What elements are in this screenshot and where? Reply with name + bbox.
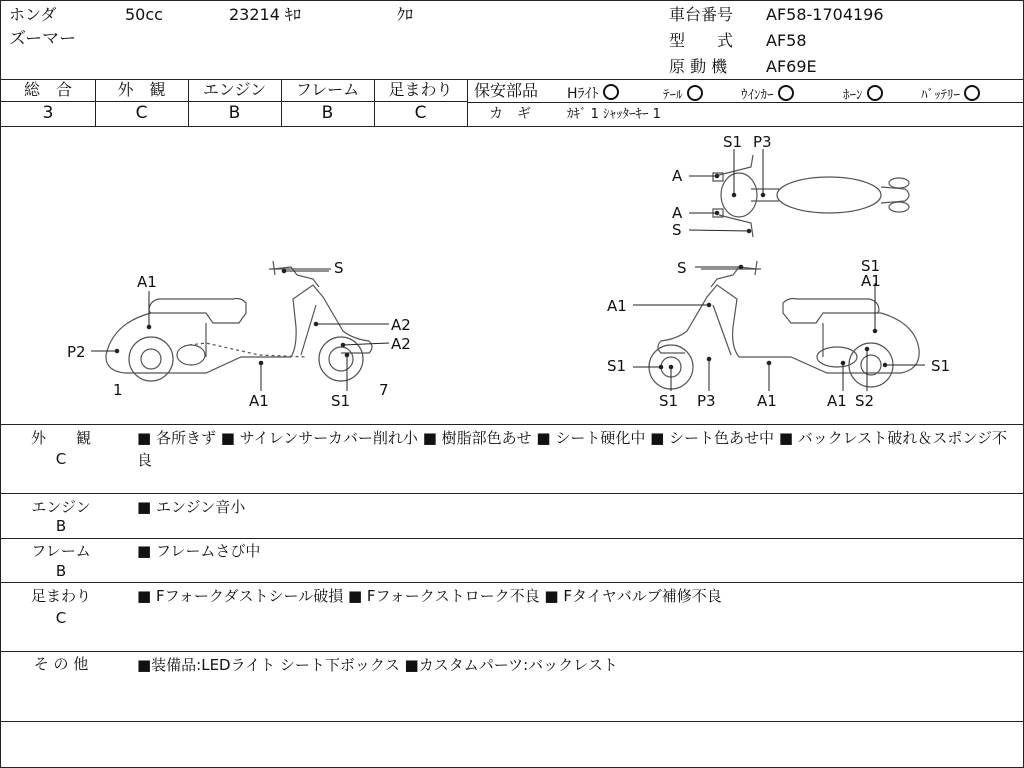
divider bbox=[1, 101, 467, 102]
safety-item-winker: ｳｲﾝｶｰ bbox=[741, 85, 794, 102]
engine-value: AF69E bbox=[766, 57, 817, 76]
safety-label: 保安部品 bbox=[474, 81, 539, 100]
callout-label: S1 bbox=[861, 257, 881, 275]
grade-header-exterior: 外 観 bbox=[117, 80, 166, 99]
remark-label-other: そ の 他 bbox=[33, 655, 89, 673]
mileage: 23214 ｷﾛ bbox=[229, 5, 301, 24]
divider bbox=[467, 79, 468, 126]
engine-label: 原 動 機 bbox=[669, 57, 728, 76]
ok-circle-icon bbox=[964, 85, 980, 101]
displacement: 50cc bbox=[125, 5, 163, 24]
color: ｸﾛ bbox=[397, 5, 414, 24]
type-value: AF58 bbox=[766, 31, 807, 50]
callout-label: A1 bbox=[861, 272, 881, 290]
divider bbox=[1, 651, 1023, 652]
grade-suspension: C bbox=[414, 103, 427, 123]
divider bbox=[1, 493, 1023, 494]
remark-grade-engine: B bbox=[55, 517, 67, 535]
callout-label: S1 bbox=[723, 133, 743, 151]
top-view-scooter-outline bbox=[713, 155, 909, 237]
safety-item-tail: ﾃｰﾙ bbox=[663, 85, 703, 102]
callout-label: 7 bbox=[379, 381, 389, 399]
divider bbox=[1, 538, 1023, 539]
callout-label: A bbox=[672, 204, 683, 222]
scooter-damage-diagram bbox=[1, 127, 1023, 425]
callout-label: S bbox=[672, 221, 682, 239]
callout-label: S bbox=[334, 259, 344, 277]
remark-text-other: ■装備品:LEDライト シート下ボックス ■カスタムパーツ:バックレスト bbox=[137, 656, 618, 674]
grade-header-engine: エンジン bbox=[202, 80, 267, 99]
grade-total: 3 bbox=[42, 103, 54, 123]
divider bbox=[1, 721, 1023, 722]
callout-label: A1 bbox=[827, 392, 847, 410]
grade-engine: B bbox=[228, 103, 241, 123]
remark-grade-exterior: C bbox=[55, 450, 67, 468]
remark-label-frame: フレーム bbox=[31, 542, 91, 560]
callout-label: P2 bbox=[67, 343, 86, 361]
type-label: 型 式 bbox=[669, 31, 734, 50]
callout-label: S1 bbox=[607, 357, 627, 375]
model-name: ズーマー bbox=[9, 29, 77, 49]
frame-no-label: 車台番号 bbox=[669, 5, 734, 24]
callout-label: A1 bbox=[137, 273, 157, 291]
callout-label: A1 bbox=[757, 392, 777, 410]
callout-label: P3 bbox=[753, 133, 772, 151]
remark-grade-frame: B bbox=[55, 562, 67, 580]
divider bbox=[1, 582, 1023, 583]
callout-label: 1 bbox=[113, 381, 123, 399]
ok-circle-icon bbox=[867, 85, 883, 101]
remark-label-suspension: 足まわり bbox=[30, 587, 91, 605]
grade-frame: B bbox=[321, 103, 334, 123]
grade-exterior: C bbox=[135, 103, 148, 123]
remark-text-engine: ■ エンジン音小 bbox=[137, 498, 246, 516]
callout-label: S1 bbox=[331, 392, 351, 410]
ok-circle-icon bbox=[603, 84, 619, 100]
grade-header-frame: フレーム bbox=[295, 80, 360, 99]
remark-label-engine: エンジン bbox=[31, 498, 91, 516]
divider bbox=[1, 424, 1023, 425]
callout-label: P3 bbox=[697, 392, 716, 410]
grade-header-total: 総 合 bbox=[23, 80, 72, 99]
safety-item-battery: ﾊﾞｯﾃﾘｰ bbox=[921, 85, 980, 102]
callout-label: S1 bbox=[931, 357, 951, 375]
key-label: カ ギ bbox=[489, 106, 531, 122]
ok-circle-icon bbox=[778, 85, 794, 101]
callout-label: A2 bbox=[391, 335, 411, 353]
remark-text-frame: ■ フレームさび中 bbox=[137, 542, 261, 560]
callout-label: A1 bbox=[607, 297, 627, 315]
callout-label: S1 bbox=[659, 392, 679, 410]
key-info: ｶｷﾞ 1 ｼｬｯﾀｰｷｰ 1 bbox=[567, 107, 661, 122]
callout-label: A1 bbox=[249, 392, 269, 410]
callout-label: S2 bbox=[855, 392, 875, 410]
maker: ホンダ bbox=[9, 5, 57, 24]
frame-no: AF58-1704196 bbox=[766, 5, 884, 24]
remark-grade-suspension: C bbox=[55, 609, 67, 627]
safety-item-headlight: Hﾗｲﾄ bbox=[567, 84, 619, 101]
remark-label-exterior: 外 観 bbox=[30, 429, 91, 447]
remark-text-suspension: ■ Fフォークダストシール破損 ■ Fフォークストローク不良 ■ Fタイヤバルブ補修不良 bbox=[137, 587, 722, 605]
callout-label: A2 bbox=[391, 316, 411, 334]
safety-item-horn: ﾎｰﾝ bbox=[843, 85, 883, 102]
ok-circle-icon bbox=[687, 85, 703, 101]
callout-label: A bbox=[672, 167, 683, 185]
remark-text-exterior: ■ 各所きず ■ サイレンサーカバー削れ小 ■ 樹脂部色あせ ■ シート硬化中 ■ シート色あせ中 ■ バックレスト破れ＆スポンジ不良 bbox=[137, 429, 1007, 469]
callout-label: S bbox=[677, 259, 687, 277]
grade-header-suspension: 足まわり bbox=[388, 80, 453, 99]
